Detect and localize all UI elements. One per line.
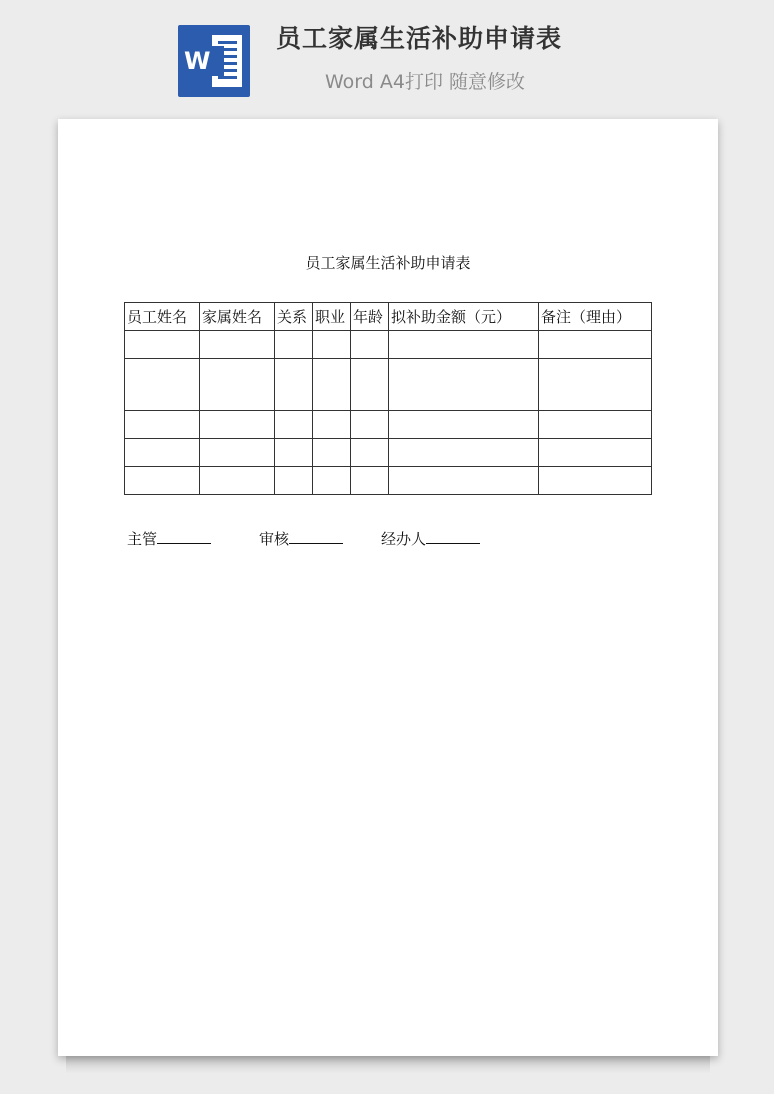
table-cell [313,467,351,495]
word-icon [178,25,250,97]
table-cell [275,331,313,359]
table-cell [275,439,313,467]
table-cell [200,467,275,495]
document-subtitle: Word A4打印 随意修改 [325,71,526,93]
page-shadow [66,1056,710,1074]
supervisor-signature [127,528,211,549]
word-logo-letter: W [184,46,224,76]
review-signature [259,528,343,549]
header-cell: 员工姓名 [125,303,200,331]
table-row [125,467,652,495]
table-cell [351,359,389,411]
table-cell [313,411,351,439]
table-cell [125,331,200,359]
handler-signature [381,528,480,549]
table-row [125,359,652,411]
table-cell [389,439,539,467]
header-cell: 年龄 [351,303,389,331]
table-cell [275,411,313,439]
table-cell [539,411,652,439]
review-blank [289,529,343,544]
table-row [125,331,652,359]
table-cell [200,359,275,411]
table-cell [389,331,539,359]
table-cell [275,359,313,411]
table-cell [125,439,200,467]
table-cell [539,359,652,411]
table-cell [539,439,652,467]
table-cell [389,411,539,439]
header-cell: 关系 [275,303,313,331]
header [0,0,774,118]
table-cell [200,439,275,467]
handler-label: 经办人 [381,530,427,548]
table-cell [351,331,389,359]
table-cell [200,411,275,439]
review-label: 审核 [259,530,290,548]
table-cell [389,467,539,495]
document-page [58,119,718,1056]
table-cell [275,467,313,495]
table-cell [313,359,351,411]
handler-blank [426,529,480,544]
table-cell [313,439,351,467]
header-cell: 拟补助金额（元） [389,303,539,331]
table-cell [351,467,389,495]
table-cell [125,467,200,495]
form-title: 员工家属生活补助申请表 [305,254,471,272]
table-cell [351,411,389,439]
table-header-row [125,303,652,331]
header-cell: 职业 [313,303,351,331]
table-cell [351,439,389,467]
supervisor-blank [157,529,211,544]
table-cell [125,411,200,439]
header-cell: 家属姓名 [200,303,275,331]
table-cell [200,331,275,359]
table-cell [389,359,539,411]
document-title: 员工家属生活补助申请表 [276,24,563,53]
table-cell [313,331,351,359]
table-row [125,439,652,467]
table-cell [539,467,652,495]
subsidy-table [124,302,652,495]
supervisor-label: 主管 [127,530,158,548]
table-row [125,411,652,439]
header-cell: 备注（理由） [539,303,652,331]
table-cell [125,359,200,411]
signature-line [58,528,718,550]
table-cell [539,331,652,359]
